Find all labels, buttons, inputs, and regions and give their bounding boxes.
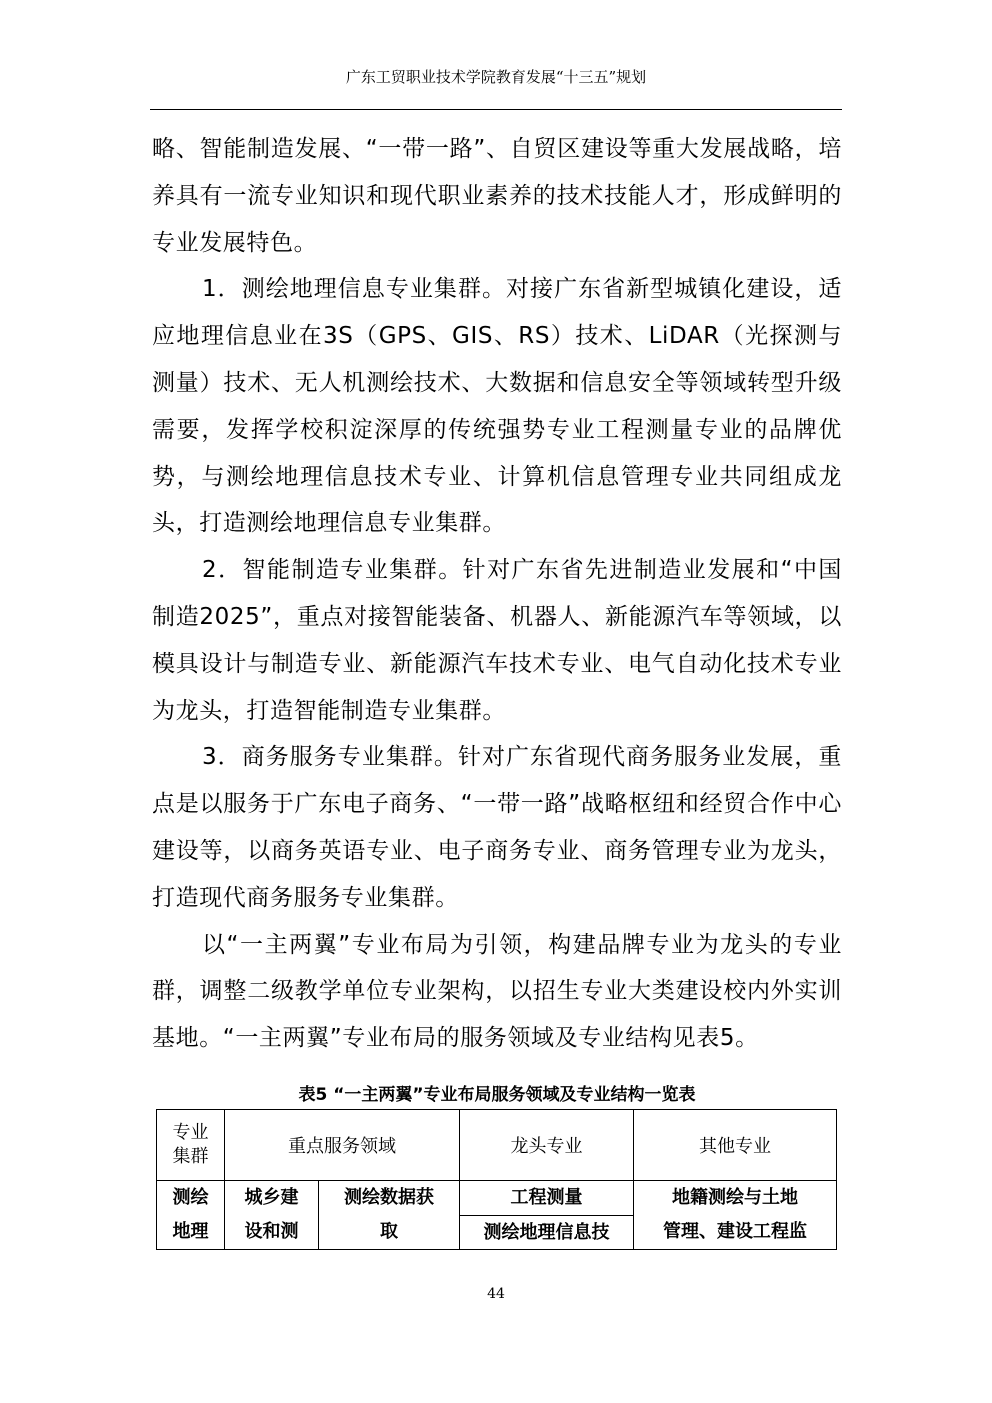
paragraph-layout-summary: 以“一主两翼”专业布局为引领，构建品牌专业为龙头的专业群，调整二级教学单位专业架构，以招生专业大类建设校内外实训基地。“一主两翼”专业布局的服务领域及专业结构见表5。 bbox=[152, 931, 842, 1052]
cell-service-area-2: 测绘数据获 取 bbox=[319, 1181, 460, 1250]
paragraph-business-cluster: 3．商务服务专业集群。针对广东省现代商务服务业发展，重点是以服务于广东电子商务、“一带一路”战略枢纽和经贸合作中心建设等，以商务英语专业、电子商务专业、商务管理专业为龙头，打造现代商务服务专业集群。 bbox=[152, 744, 842, 911]
paragraph-manufacturing-cluster: 2．智能制造专业集群。针对广东省先进制造业发展和“中国制造2025”，重点对接智能装备、机器人、新能源汽车等领域，以模具设计与制造专业、新能源汽车技术专业、电气自动化技术专业为龙头，打造智能制造专业集群。 bbox=[152, 557, 842, 724]
header-service-areas: 重点服务领域 bbox=[225, 1110, 460, 1181]
header-rule bbox=[150, 109, 842, 110]
table-caption: 表5 “一主两翼”专业布局服务领域及专业结构一览表 bbox=[298, 1085, 696, 1105]
cell-other-majors: 地籍测绘与土地 管理、建设工程监 bbox=[634, 1181, 837, 1250]
cell-cluster: 测绘 地理 bbox=[157, 1181, 225, 1250]
cell-service-area-1: 城乡建 设和测 bbox=[225, 1181, 319, 1250]
cell-lead-major-1: 工程测量 bbox=[460, 1181, 634, 1216]
cell-lead-major-2: 测绘地理信息技 bbox=[460, 1215, 634, 1250]
paragraph-continuation: 略、智能制造发展、“一带一路”、自贸区建设等重大发展战略，培养具有一流专业知识和现代职业素养的技术技能人才，形成鲜明的专业发展特色。 bbox=[152, 136, 842, 256]
table-row bbox=[157, 1181, 837, 1216]
header-cluster: 专业集群 bbox=[157, 1110, 225, 1181]
header-other-majors: 其他专业 bbox=[634, 1110, 837, 1181]
body-text bbox=[152, 126, 842, 1062]
paragraph-surveying-cluster: 1．测绘地理信息专业集群。对接广东省新型城镇化建设，适应地理信息业在3S（GPS、GIS、RS）技术、LiDAR（光探测与测量）技术、无人机测绘技术、大数据和信息安全等领域转型升级需要，发挥学校积淀深厚的传统强势专业工程测量专业的品牌优势，与测绘地理信息技术专业、计算机信息管理专业共同组成龙头，打造测绘地理信息专业集群。 bbox=[152, 276, 842, 537]
major-structure-table bbox=[156, 1109, 837, 1250]
running-header: 广东工贸职业技术学院教育发展“十三五”规划 bbox=[345, 68, 647, 86]
table-header-row bbox=[157, 1110, 837, 1181]
page-number: 44 bbox=[487, 1286, 505, 1302]
header-lead-major: 龙头专业 bbox=[460, 1110, 634, 1181]
